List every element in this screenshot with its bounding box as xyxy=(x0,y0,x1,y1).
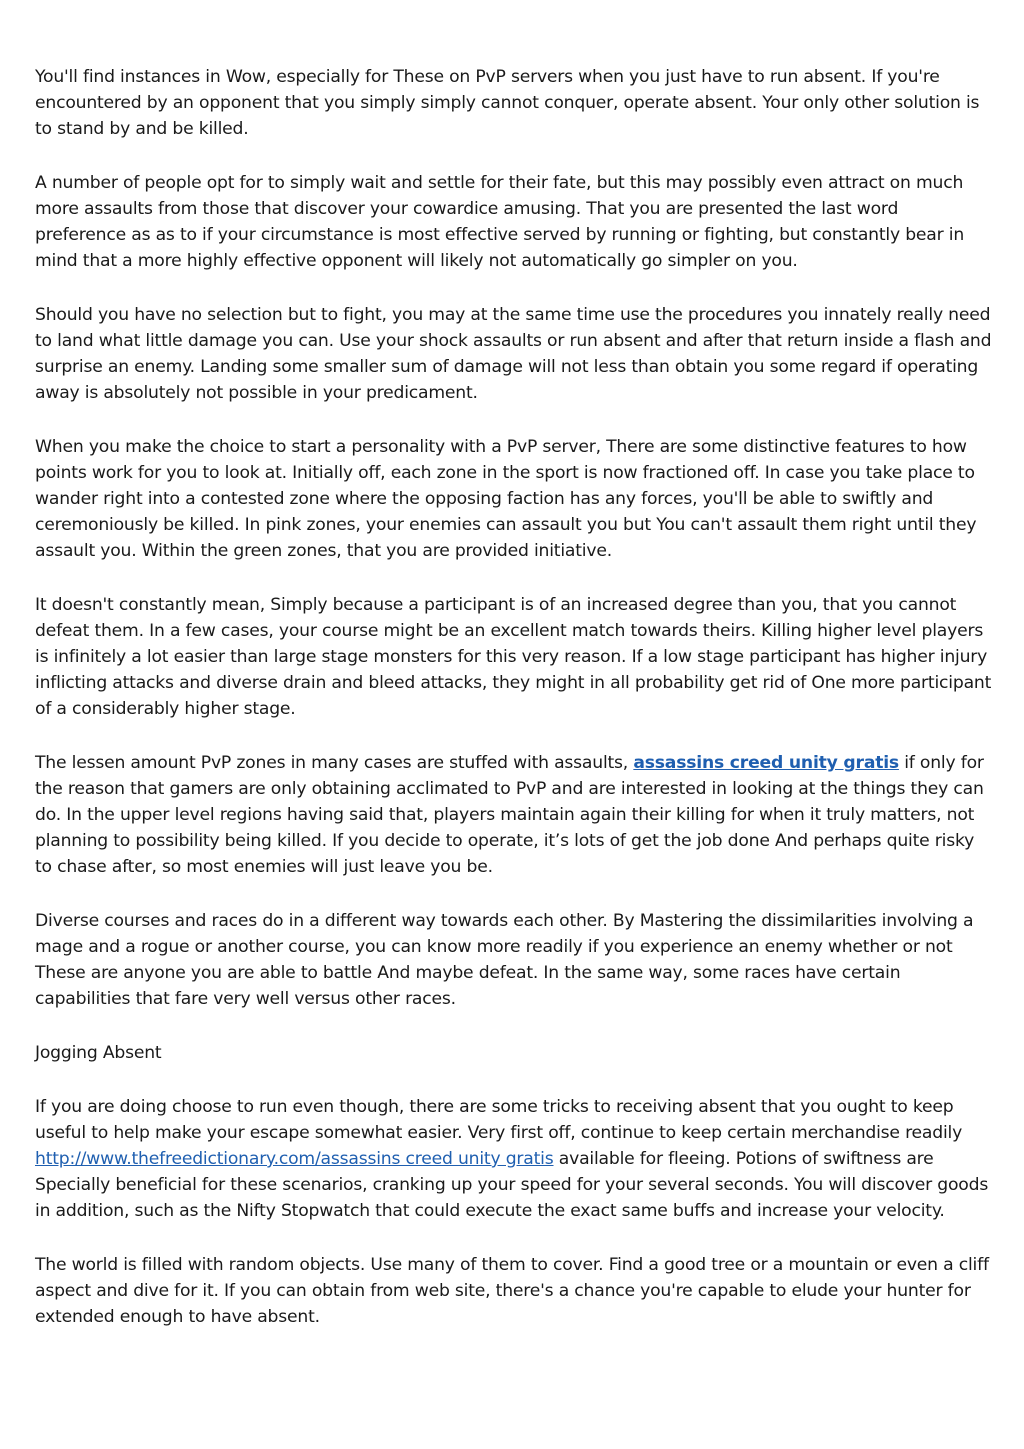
paragraph-6 xyxy=(35,750,993,880)
paragraph-9: The world is filled with random objects. Use many of them to cover. Find a good tree or a mountain or even a cliff aspect and dive for it. If you can obtain from web site, there's a chance you're capable to elude your hunter for extended enough to have absent. xyxy=(35,1255,989,1327)
paragraph-2: A number of people opt for to simply wait and settle for their fate, but this may possibly even attract on much more assaults from those that discover your cowardice amusing. That you are presented the last word preference as as to if your circumstance is most effective served by running or fighting, but constantly bear in mind that a more highly effective opponent will likely not automatically go simpler on you. xyxy=(35,173,965,271)
paragraph-5: It doesn't constantly mean, Simply because a participant is of an increased degree than you, that you cannot defeat them. In a few cases, your course might be an excellent match towards theirs. Killing higher level players is infinitely a lot easier than large stage monsters for this very reason. If a low stage participant has higher injury inflicting attacks and diverse drain and bleed attacks, they might in all probability get rid of One more participant of a considerably higher stage. xyxy=(35,595,992,719)
paragraph-8-text-after: available for fleeing. Potions of swiftness are Specially beneficial for these scenarios, cranking up your speed for your several seconds. You will discover goods in addition, such as the Nifty Stopwatch that could execute the exact same buffs and increase your velocity. xyxy=(35,1149,989,1221)
paragraph-6-text-after: if only for the reason that gamers are only obtaining acclimated to PvP and are interested in looking at the things they can do. In the upper level regions having said that, players maintain again their killing for when it truly matters, not planning to possibility being killed. If you decide to operate, it’s lots of get the job done And perhaps quite risky to chase after, so most enemies will just leave you be. xyxy=(35,753,984,877)
paragraph-8 xyxy=(35,1094,993,1224)
paragraph-4: When you make the choice to start a personality with a PvP server, There are some distinctive features to how points work for you to look at. Initially off, each zone in the sport is now fractioned off. In case you take place to wander right into a contested zone where the opposing faction has any forces, you'll be able to swiftly and ceremoniously be killed. In pink zones, your enemies can assault you but You can't assault them right until they assault you. Within the green zones, that you are provided initiative. xyxy=(35,437,977,561)
freedictionary-link[interactable]: http://www.thefreedictionary.com/assassins creed unity gratis xyxy=(35,1149,554,1169)
paragraph-1: You'll find instances in Wow, especially for These on PvP servers when you just have to run absent. If you're encountered by an opponent that you simply simply cannot conquer, operate absent. Your only other solution is to stand by and be killed. xyxy=(35,67,980,139)
paragraph-3: Should you have no selection but to fight, you may at the same time use the procedures you innately really need to land what little damage you can. Use your shock assaults or run absent and after that return inside a flash and surprise an enemy. Landing some smaller sum of damage will not less than obtain you some regard if operating away is absolutely not possible in your predicament. xyxy=(35,305,992,403)
paragraph-6-text-before: The lessen amount PvP zones in many cases are stuffed with assaults, xyxy=(35,753,634,773)
paragraph-8-text-before: If you are doing choose to run even though, there are some tricks to receiving absent that you ought to keep useful to help make your escape somewhat easier. Very first off, continue to keep certain merchandise readily xyxy=(35,1097,963,1143)
assassins-creed-link[interactable]: assassins creed unity gratis xyxy=(633,753,899,773)
paragraph-7: Diverse courses and races do in a different way towards each other. By Mastering the dissimilarities involving a mage and a rogue or another course, you can know more readily if you experience an enemy whether or not These are anyone you are able to battle And maybe defeat. In the same way, some races have certain capabilities that fare very well versus other races. xyxy=(35,911,974,1009)
section-heading: Jogging Absent xyxy=(35,1043,162,1063)
document-body xyxy=(35,64,993,1358)
